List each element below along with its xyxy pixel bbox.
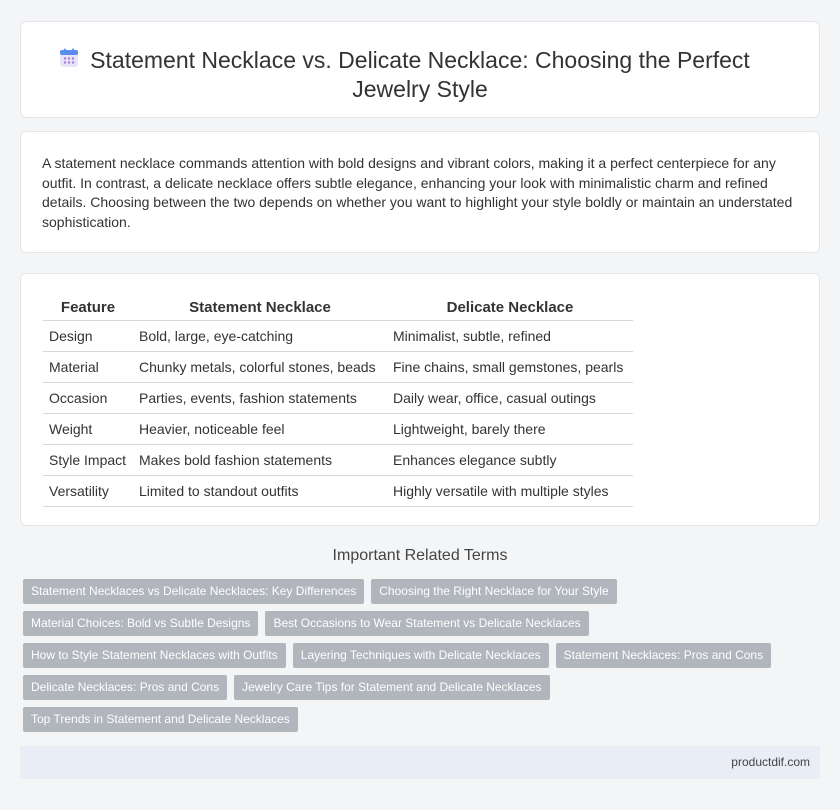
tag-row xyxy=(23,707,803,739)
related-term-link[interactable]: Top Trends in Statement and Delicate Necklaces xyxy=(23,707,298,732)
intro-paragraph: A statement necklace commands attention with bold designs and vibrant colors, making it a perfect centerpiece for any outfit. In contrast, a delicate necklace offers subtle elegance, enhancing your look with minimalistic charm and refined details. Choosing between the two depends on whether you want to highlight your style boldly or maintain an understated sophistication. xyxy=(42,155,793,230)
related-term-link[interactable]: Layering Techniques with Delicate Necklaces xyxy=(293,643,549,668)
page-title: Statement Necklace vs. Delicate Necklace: Choosing the Perfect Jewelry Style xyxy=(90,47,750,102)
table-cell: Enhances elegance subtly xyxy=(387,444,633,475)
table-cell: Design xyxy=(43,320,133,351)
table-cell: Minimalist, subtle, refined xyxy=(387,320,633,351)
related-term-link[interactable]: Statement Necklaces vs Delicate Necklaces: Key Differences xyxy=(23,579,364,604)
comparison-card xyxy=(20,273,820,526)
related-term-link[interactable]: Material Choices: Bold vs Subtle Designs xyxy=(23,611,258,636)
related-term-link[interactable]: Best Occasions to Wear Statement vs Delicate Necklaces xyxy=(265,611,588,636)
related-term-link[interactable]: Statement Necklaces: Pros and Cons xyxy=(556,643,771,668)
table-cell: Lightweight, barely there xyxy=(387,413,633,444)
table-cell: Versatility xyxy=(43,475,133,506)
tag-row xyxy=(23,643,803,675)
table-cell: Material xyxy=(43,351,133,382)
table-row xyxy=(43,351,633,382)
related-term-link[interactable]: Choosing the Right Necklace for Your Style xyxy=(371,579,616,604)
table-cell: Parties, events, fashion statements xyxy=(133,382,387,413)
table-row xyxy=(43,413,633,444)
table-header-row xyxy=(43,296,633,320)
table-cell: Limited to standout outfits xyxy=(133,475,387,506)
related-term-link[interactable]: Jewelry Care Tips for Statement and Delicate Necklaces xyxy=(234,675,549,700)
table-cell: Bold, large, eye-catching xyxy=(133,320,387,351)
related-term-link[interactable]: Delicate Necklaces: Pros and Cons xyxy=(23,675,227,700)
table-cell: Heavier, noticeable feel xyxy=(133,413,387,444)
title-card xyxy=(20,21,820,118)
tag-row xyxy=(23,579,803,611)
table-cell: Weight xyxy=(43,413,133,444)
table-cell: Daily wear, office, casual outings xyxy=(387,382,633,413)
table-cell: Chunky metals, colorful stones, beads xyxy=(133,351,387,382)
table-cell: Style Impact xyxy=(43,444,133,475)
tag-row xyxy=(23,675,803,707)
table-cell: Fine chains, small gemstones, pearls xyxy=(387,351,633,382)
table-row xyxy=(43,475,633,506)
related-terms-list xyxy=(23,579,803,739)
footer-site-name: productdif.com xyxy=(731,755,810,769)
tag-row xyxy=(23,611,803,643)
table-cell: Makes bold fashion statements xyxy=(133,444,387,475)
table-cell: Highly versatile with multiple styles xyxy=(387,475,633,506)
column-header-statement: Statement Necklace xyxy=(133,296,387,320)
column-header-delicate: Delicate Necklace xyxy=(387,296,633,320)
table-cell: Occasion xyxy=(43,382,133,413)
related-terms-heading: Important Related Terms xyxy=(332,547,508,564)
intro-card xyxy=(20,131,820,253)
table-row xyxy=(43,444,633,475)
table-row xyxy=(43,382,633,413)
table-row xyxy=(43,320,633,351)
related-term-link[interactable]: How to Style Statement Necklaces with Outfits xyxy=(23,643,286,668)
footer xyxy=(20,746,820,779)
comparison-table xyxy=(43,296,633,507)
column-header-feature: Feature xyxy=(43,296,133,320)
